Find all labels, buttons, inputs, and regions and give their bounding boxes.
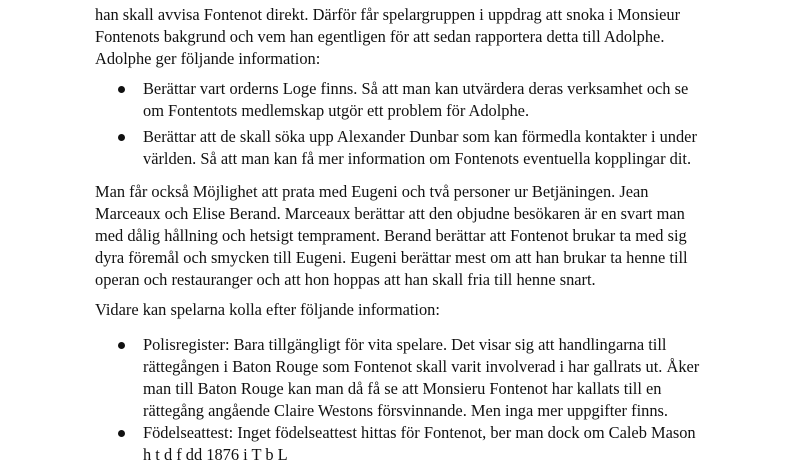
list-item: [95, 422, 745, 466]
text-line: Polisregister: Bara tillgängligt för vita spelare. Det visar sig att handlingarna till: [143, 335, 667, 354]
text-line: Man får också Möjlighet att prata med Eugeni och två personer ur Betjäningen. Jean: [95, 182, 649, 201]
text-line: Vidare kan spelarna kolla efter följande information:: [95, 300, 440, 319]
records-check-list: [95, 334, 745, 466]
text-line: med dålig hållning och hetsigt temprament. Berand berättar att Fontenot brukar ta med sig: [95, 226, 687, 245]
list-item: [95, 78, 745, 122]
bullet-icon: [118, 86, 125, 93]
eugeni-paragraph: [95, 181, 735, 291]
text-line: Födelseattest: Inget födelseattest hittas för Fontenot, ber man dock om Caleb Mason: [143, 423, 696, 442]
bullet-icon: [118, 342, 125, 349]
list-item: [95, 126, 745, 170]
text-line: Adolphe ger följande information:: [95, 49, 321, 68]
text-line: operan och restauranger och att hon hoppas att han skall fria till henne snart.: [95, 270, 596, 289]
intro-paragraph: [95, 4, 735, 70]
text-line: Marceaux och Elise Berand. Marceaux berättar att den objudne besökaren är en svart man: [95, 204, 685, 223]
list-item: [95, 334, 745, 422]
check-intro-paragraph: [95, 299, 735, 321]
text-line: världen. Så att man kan få mer information om Fontenots eventuella kopplingar dit.: [143, 149, 692, 168]
text-line: Berättar att de skall söka upp Alexander Dunbar som kan förmedla kontakter i under: [143, 127, 697, 146]
text-line: Berättar vart orderns Loge finns. Så att man kan utvärdera deras verksamhet och se: [143, 79, 689, 98]
text-line: Fontenots bakgrund och vem han egentligen för att sedan rapportera detta till Adolphe.: [95, 27, 665, 46]
adolphe-info-list: [95, 78, 745, 170]
text-line: om Fontentots medlemskap utgör ett problem för Adolphe.: [143, 101, 530, 120]
text-line: rättegången i Baton Rouge som Fontenot skall varit involverad i har gallrats ut. Åker: [143, 357, 700, 376]
text-line: h t d f dd 1876 i T b L: [143, 445, 288, 464]
text-line: man till Baton Rouge kan man då få se att Monsieru Fontenot har kallats till en: [143, 379, 662, 398]
text-line: dyra föremål och smycken till Eugeni. Eugeni berättar mest om att han brukar ta henne till: [95, 248, 688, 267]
bullet-icon: [118, 430, 125, 437]
text-line: han skall avvisa Fontenot direkt. Därför får spelargruppen i uppdrag att snoka i Monsieur: [95, 5, 681, 24]
bullet-icon: [118, 134, 125, 141]
text-line: rättegång angående Claire Westons försvinnande. Men inga mer uppgifter finns.: [143, 401, 668, 420]
